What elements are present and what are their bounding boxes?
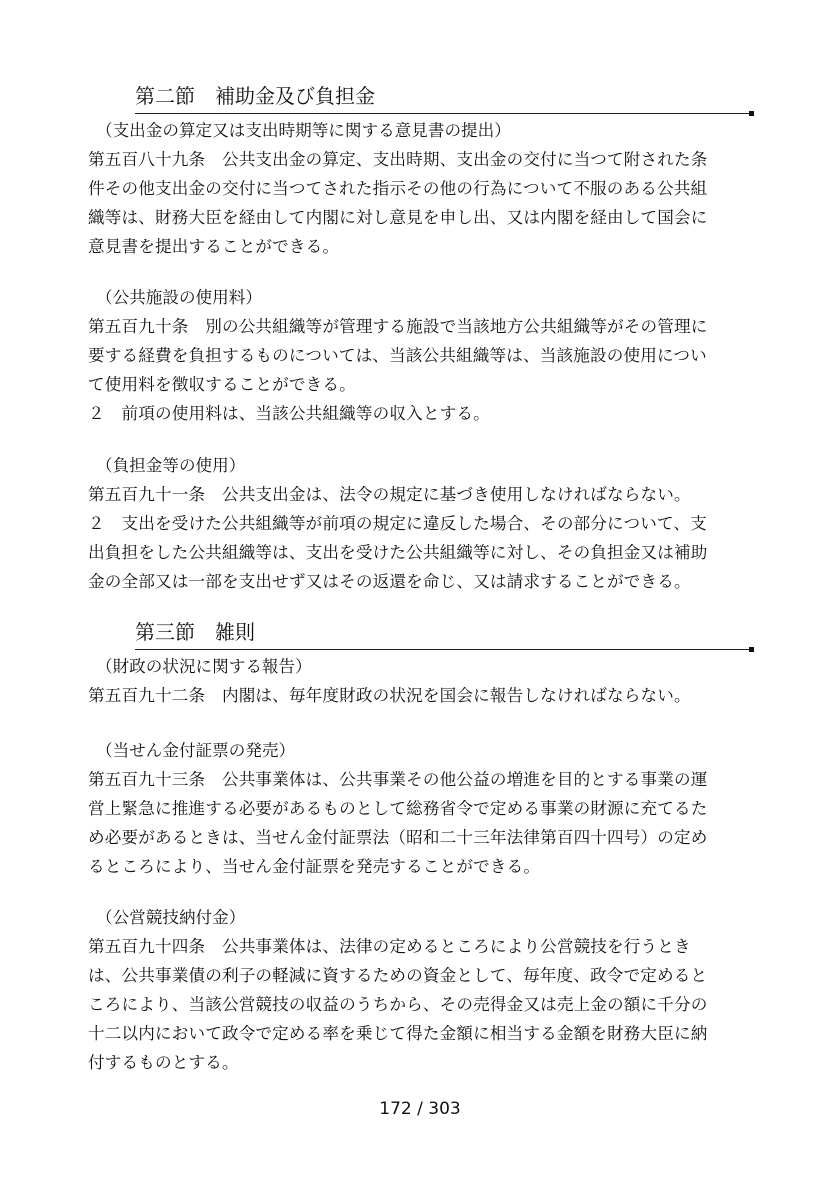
article-text: 第五百九十一条 公共支出金は、法令の規定に基づき使用しなければならない。 ２ 支出を受けた公共組織等が前項の規定に違反した場合、その部分について、支 出負担をした公共組織等は、支出を受けた公共組織等に対し、その負担金又は補助 金の全部又は一部を支出せず又はその返還を命じ、又は請求することができる。 [88,485,708,591]
article-text: 第五百八十九条 公共支出金の算定、支出時期、支出金の交付に当つて附された条 件その他支出金の交付に当つてされた指示その他の行為について不服のある公共組 織等は、財務大臣を経由して内閣に対し意見を申し出、又は内閣を経由して国会に 意見書を提出することができる。 [88,150,708,256]
heading-rule-end-marker [749,647,754,652]
heading-rule-end-marker [749,111,754,116]
article-caption: （支出金の算定又は支出時期等に関する意見書の提出） [96,121,511,140]
article-caption: （負担金等の使用） [96,456,246,475]
article-caption: （当せん金付証票の発売） [96,741,296,760]
article-caption: （公営競技納付金） [96,908,246,927]
article-caption: （公共施設の使用料） [96,288,262,307]
section-heading-text: 第二節 補助金及び負担金 [135,84,375,108]
article-text: 第五百九十条 別の公共組織等が管理する施設で当該地方公共組織等がその管理に 要する経費を負担するものについては、当該公共組織等は、当該施設の使用につい て使用料を徴収することができる。 ２ 前項の使用料は、当該公共組織等の収入とする。 [88,317,708,423]
article-text: 第五百九十三条 公共事業体は、公共事業その他公益の増進を目的とする事業の運 営上緊急に推進する必要があるものとして総務省令で定める事業の財源に充てるた め必要があるときは、当せん金付証票法（昭和二十三年法律第百四十四号）の定め るところにより、当せん金付証票を発売することができる。 [88,770,708,876]
article-text: 第五百九十四条 公共事業体は、法律の定めるところにより公営競技を行うとき は、公共事業債の利子の軽減に資するための資金として、毎年度、政令で定めると ころにより、当該公営競技の収益のうちから、その売得金又は売上金の額に千分の 十二以内において政令で定める率を乗じて得た金額に相当する金額を財務大臣に納 付するものとする。 [88,937,708,1072]
article-caption: （財政の状況に関する報告） [96,657,312,676]
section-heading [135,83,753,114]
article-text: 第五百九十二条 内閣は、毎年度財政の状況を国会に報告しなければならない。 [88,686,691,705]
page-number: 172 / 303 [379,1099,461,1119]
section-heading [135,619,753,650]
section-heading-text: 第三節 雑則 [135,620,255,644]
